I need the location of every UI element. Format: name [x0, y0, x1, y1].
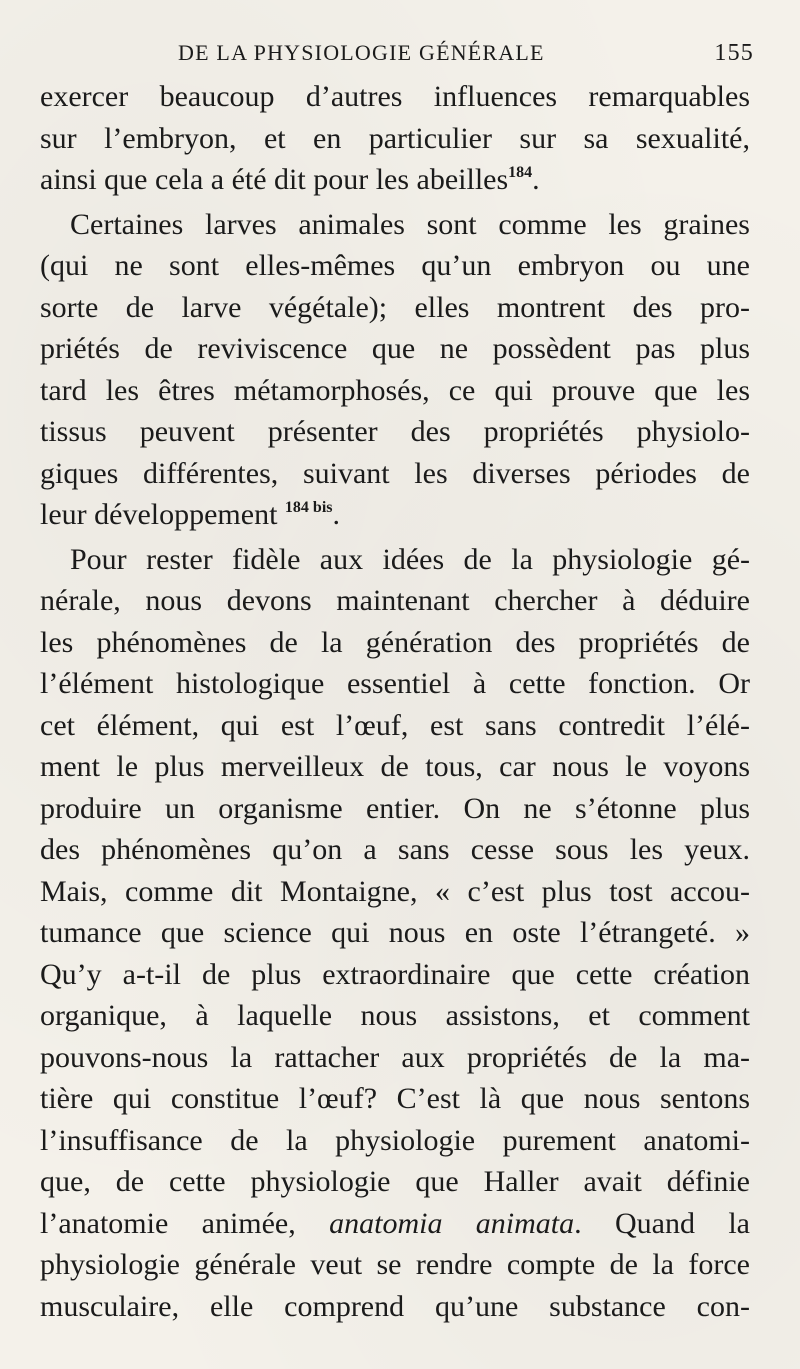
text-line: les phénomènes de la génération des propriétés de: [40, 625, 750, 659]
text-line: priétés de reviviscence que ne possèdent pas plus: [40, 332, 750, 365]
footnote-marker: 184 bis: [284, 499, 333, 516]
text-line: (qui ne sont elles-mêmes qu’un embryon ou une: [40, 249, 750, 282]
text-line: cet élément, qui est l’œuf, est sans contredit l’élé-: [40, 708, 750, 742]
text-line: Pour rester fidèle aux idées de la physiologie gé-: [70, 542, 750, 576]
text-line: leur développement $^{184 bis}$.: [40, 498, 340, 531]
text-line: physiologie générale veut se rendre compte de la force: [40, 1248, 750, 1281]
paragraph-1: [40, 76, 750, 201]
text-line: que, de cette physiologie que Haller avait définie: [40, 1165, 750, 1198]
text-line: sur l’embryon, et en particulier sur sa sexualité,: [40, 121, 750, 155]
text-line: Certaines larves animales sont comme les graines: [70, 207, 750, 241]
text-line: Mais, comme dit Montaigne, « c’est plus tost accou-: [40, 874, 750, 908]
text-line: nérale, nous devons maintenant chercher à déduire: [40, 584, 750, 617]
text-line: l’insuffisance de la physiologie purement anatomi-: [40, 1123, 750, 1157]
footnote-marker: 184: [508, 164, 533, 181]
text-line: l’anatomie animée, anatomia animata. Quand la: [40, 1206, 750, 1240]
text-line: sorte de larve végétale); elles montrent des pro-: [40, 290, 750, 324]
text-line: organique, à laquelle nous assistons, et comment: [40, 999, 750, 1032]
text-line: tière qui constitue l’œuf? C’est là que nous sentons: [40, 1082, 750, 1115]
text-line: des phénomènes qu’on a sans cesse sous les yeux.: [40, 833, 750, 866]
text-line: tard les êtres métamorphosés, ce qui prouve que les: [40, 373, 750, 407]
running-title: DE LA PHYSIOLOGIE GÉNÉRALE: [178, 40, 545, 65]
text-line: pouvons-nous la rattacher aux propriétés de la ma-: [40, 1040, 750, 1074]
text-line: giques différentes, suivant les diverses périodes de: [40, 456, 750, 490]
text-line: ment le plus merveilleux de tous, car nous le voyons: [40, 750, 750, 783]
text-line: produire un organisme entier. On ne s’étonne plus: [40, 791, 750, 825]
text-line: musculaire, elle comprend qu’une substance con-: [40, 1289, 750, 1323]
text-line: ainsi que cela a été dit pour les abeilles$^{184}$.: [40, 163, 540, 196]
page-number: 155: [714, 40, 754, 66]
text-line: tumance que science qui nous en oste l’étrangeté. »: [40, 916, 750, 949]
body-text: [40, 76, 750, 1327]
latin-phrase: anatomia animata: [329, 1206, 575, 1240]
text-line: Qu’y a-t-il de plus extraordinaire que cette création: [40, 957, 750, 991]
text-line: tissus peuvent présenter des propriétés physiolo-: [40, 415, 750, 448]
paragraph-3: [40, 539, 750, 1328]
text-line: exercer beaucoup d’autres influences remarquables: [40, 80, 750, 113]
running-head: [40, 28, 754, 76]
text-line: l’élément histologique essentiel à cette fonction. Or: [40, 667, 750, 700]
paragraph-2: [40, 204, 750, 536]
